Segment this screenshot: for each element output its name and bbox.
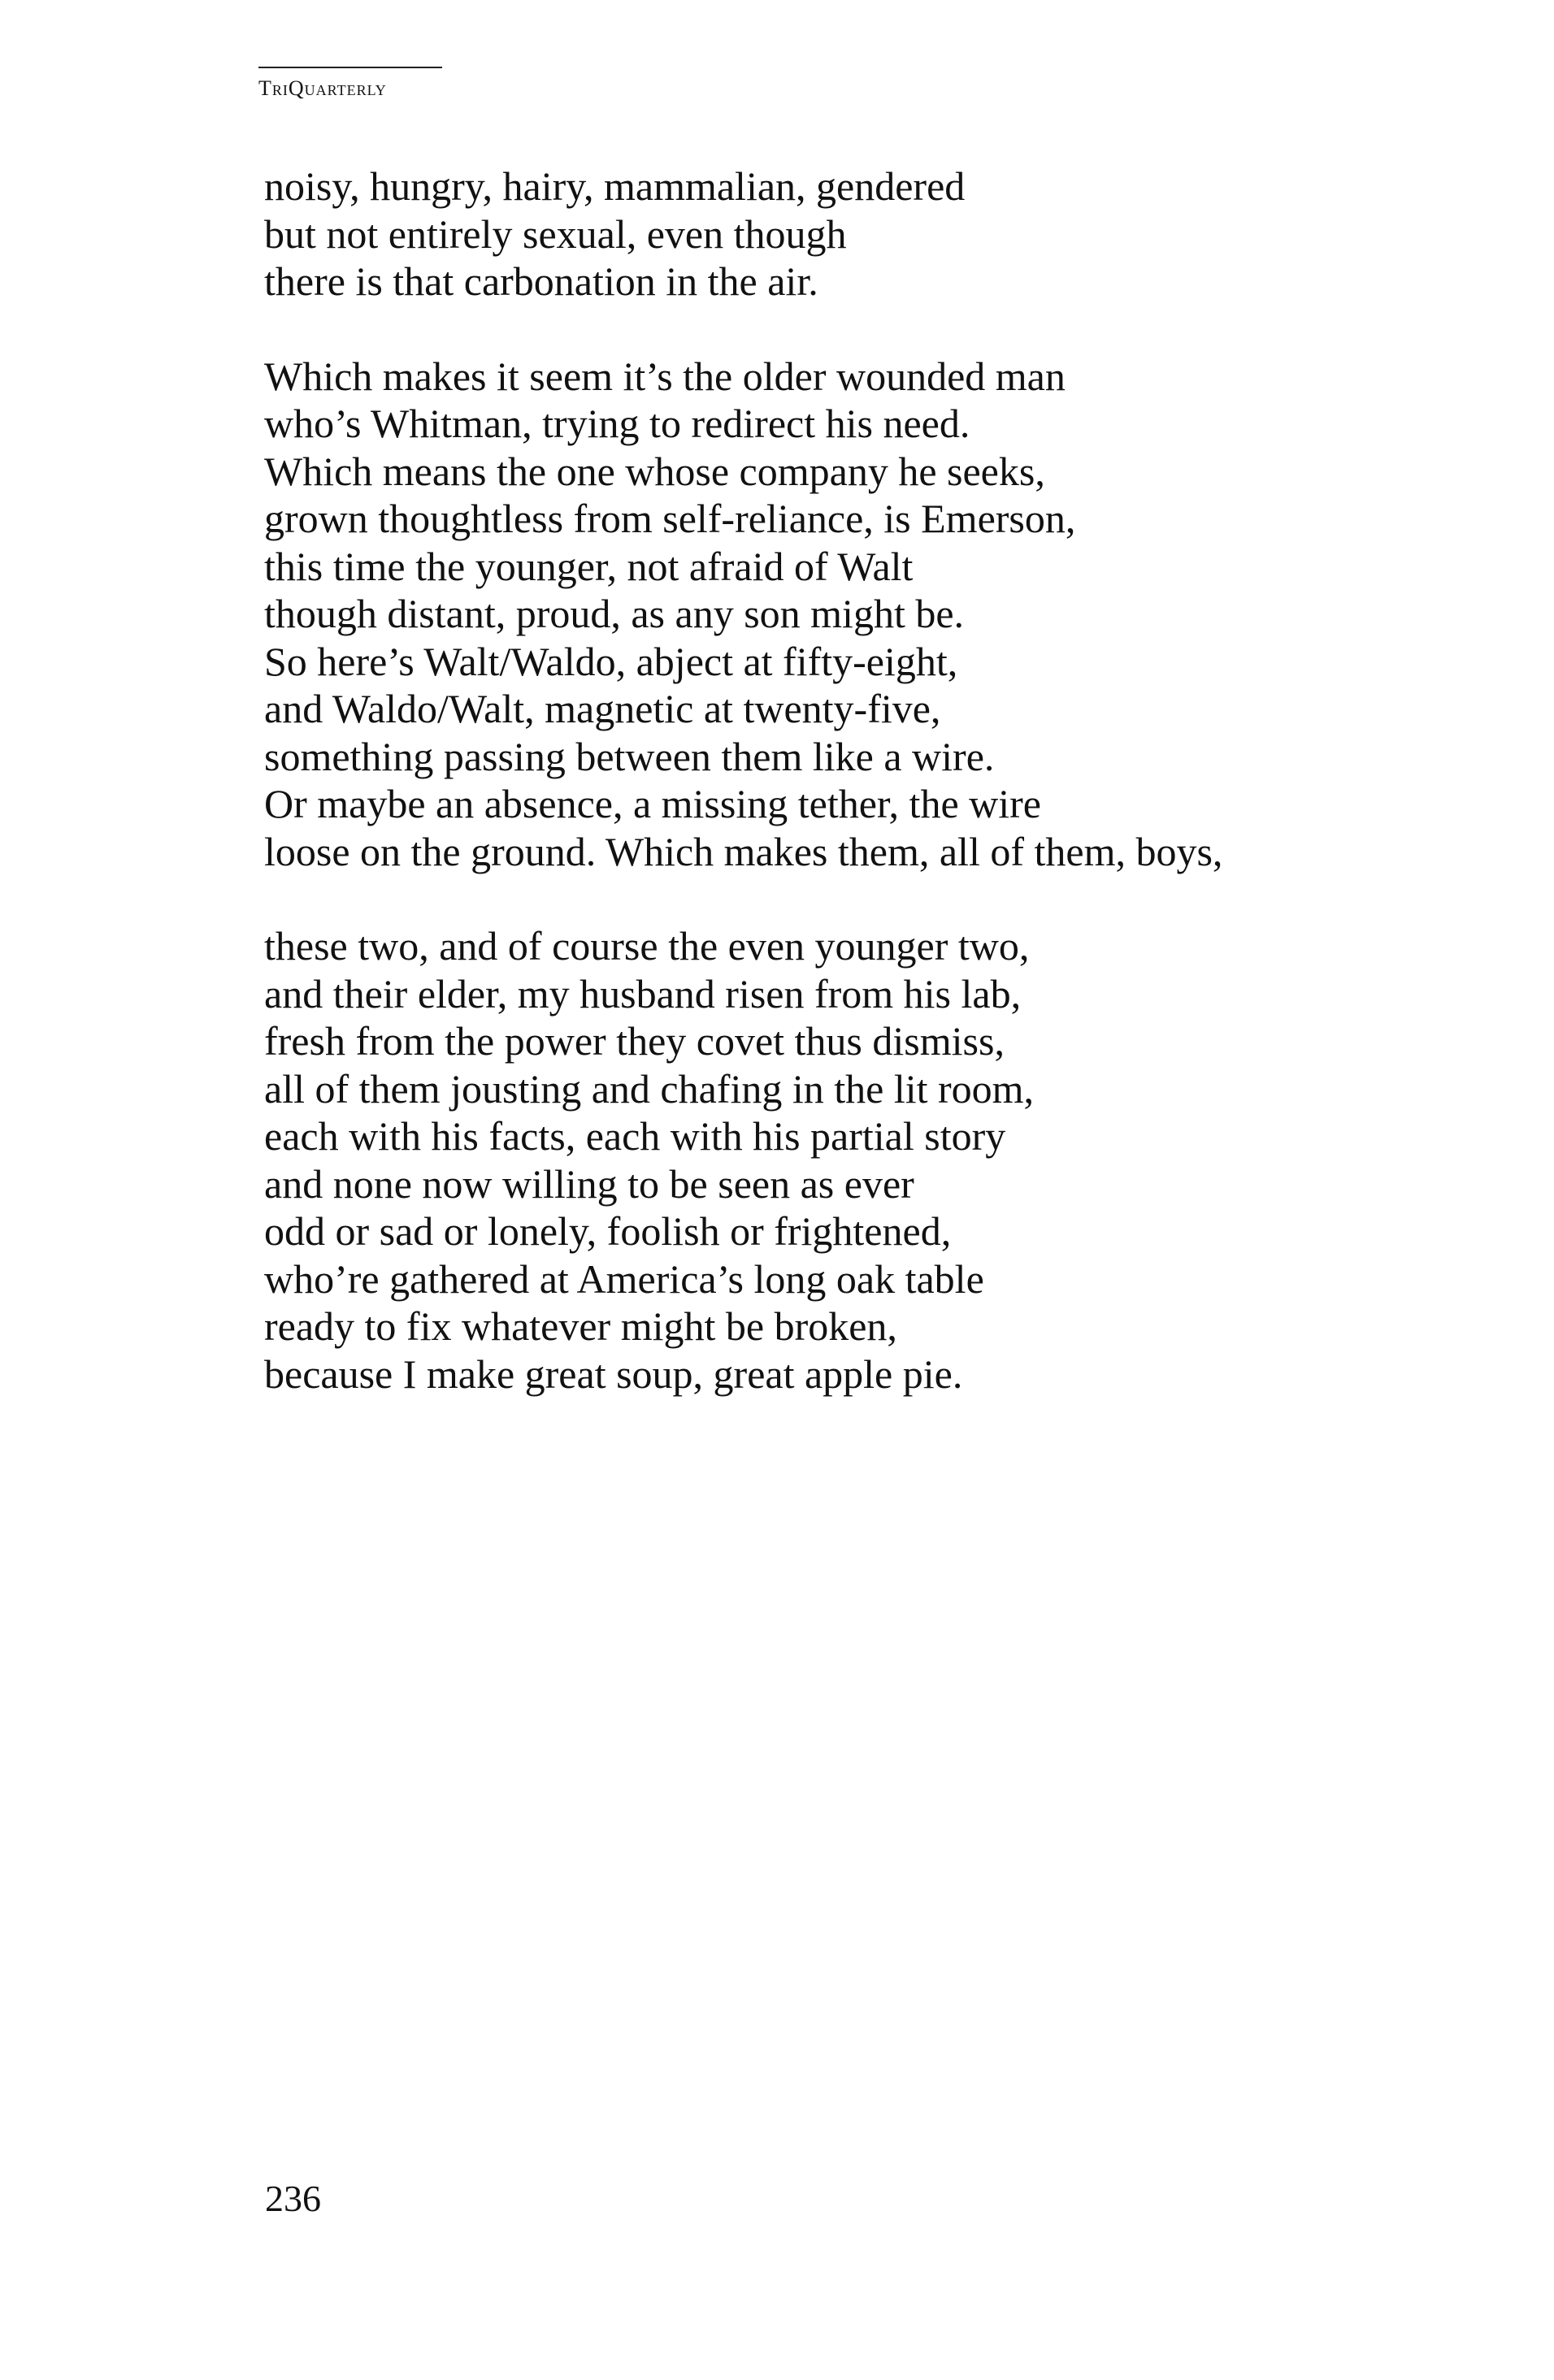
poem-line: all of them jousting and chafing in the lit room,	[264, 1065, 1035, 1112]
poem-line: noisy, hungry, hairy, mammalian, gendered	[264, 163, 966, 209]
poem-line: because I make great soup, great apple pie.	[264, 1350, 963, 1397]
poem-line: who’s Whitman, trying to redirect his need.	[264, 401, 970, 446]
poem-line: who’re gathered at America’s long oak table	[264, 1255, 984, 1302]
header-rule	[258, 67, 442, 68]
running-head	[258, 67, 442, 101]
poem-line: Which means the one whose company he seeks,	[264, 448, 1045, 494]
page-number: 236	[265, 2178, 321, 2219]
poem-line: something passing between them like a wire.	[264, 733, 995, 779]
journal-title: TriQuarterly	[258, 76, 387, 100]
poem-line: and none now willing to be seen as ever	[264, 1160, 914, 1207]
poem-body	[264, 163, 1443, 1445]
poem-line: though distant, proud, as any son might be.	[264, 591, 965, 636]
stanza-1	[264, 163, 1443, 306]
poem-line: this time the younger, not afraid of Walt	[264, 543, 914, 589]
poem-line: odd or sad or lonely, foolish or frightened,	[264, 1208, 952, 1254]
poem-line: ready to fix whatever might be broken,	[264, 1303, 897, 1349]
poem-line: Which makes it seem it’s the older wounded man	[264, 353, 1066, 399]
poem-line: each with his facts, each with his partial story	[264, 1113, 1006, 1159]
poem-line: these two, and of course the even younger two,	[264, 923, 1030, 969]
poem-line: and Waldo/Walt, magnetic at twenty-five,	[264, 686, 941, 731]
poem-line: loose on the ground. Which makes them, all of them, boys,	[264, 828, 1223, 874]
poem-line: So here’s Walt/Waldo, abject at fifty-eight,	[264, 638, 958, 684]
poem-line: there is that carbonation in the air.	[264, 258, 818, 304]
poem-line: grown thoughtless from self-reliance, is Emerson,	[264, 496, 1076, 541]
poem-line: Or maybe an absence, a missing tether, the wire	[264, 781, 1041, 826]
stanza-3	[264, 922, 1443, 1398]
poem-line: and their elder, my husband risen from his lab,	[264, 970, 1022, 1017]
poem-line: but not entirely sexual, even though	[264, 210, 847, 257]
poem-line: fresh from the power they covet thus dismiss,	[264, 1018, 1005, 1064]
stanza-2	[264, 353, 1443, 876]
